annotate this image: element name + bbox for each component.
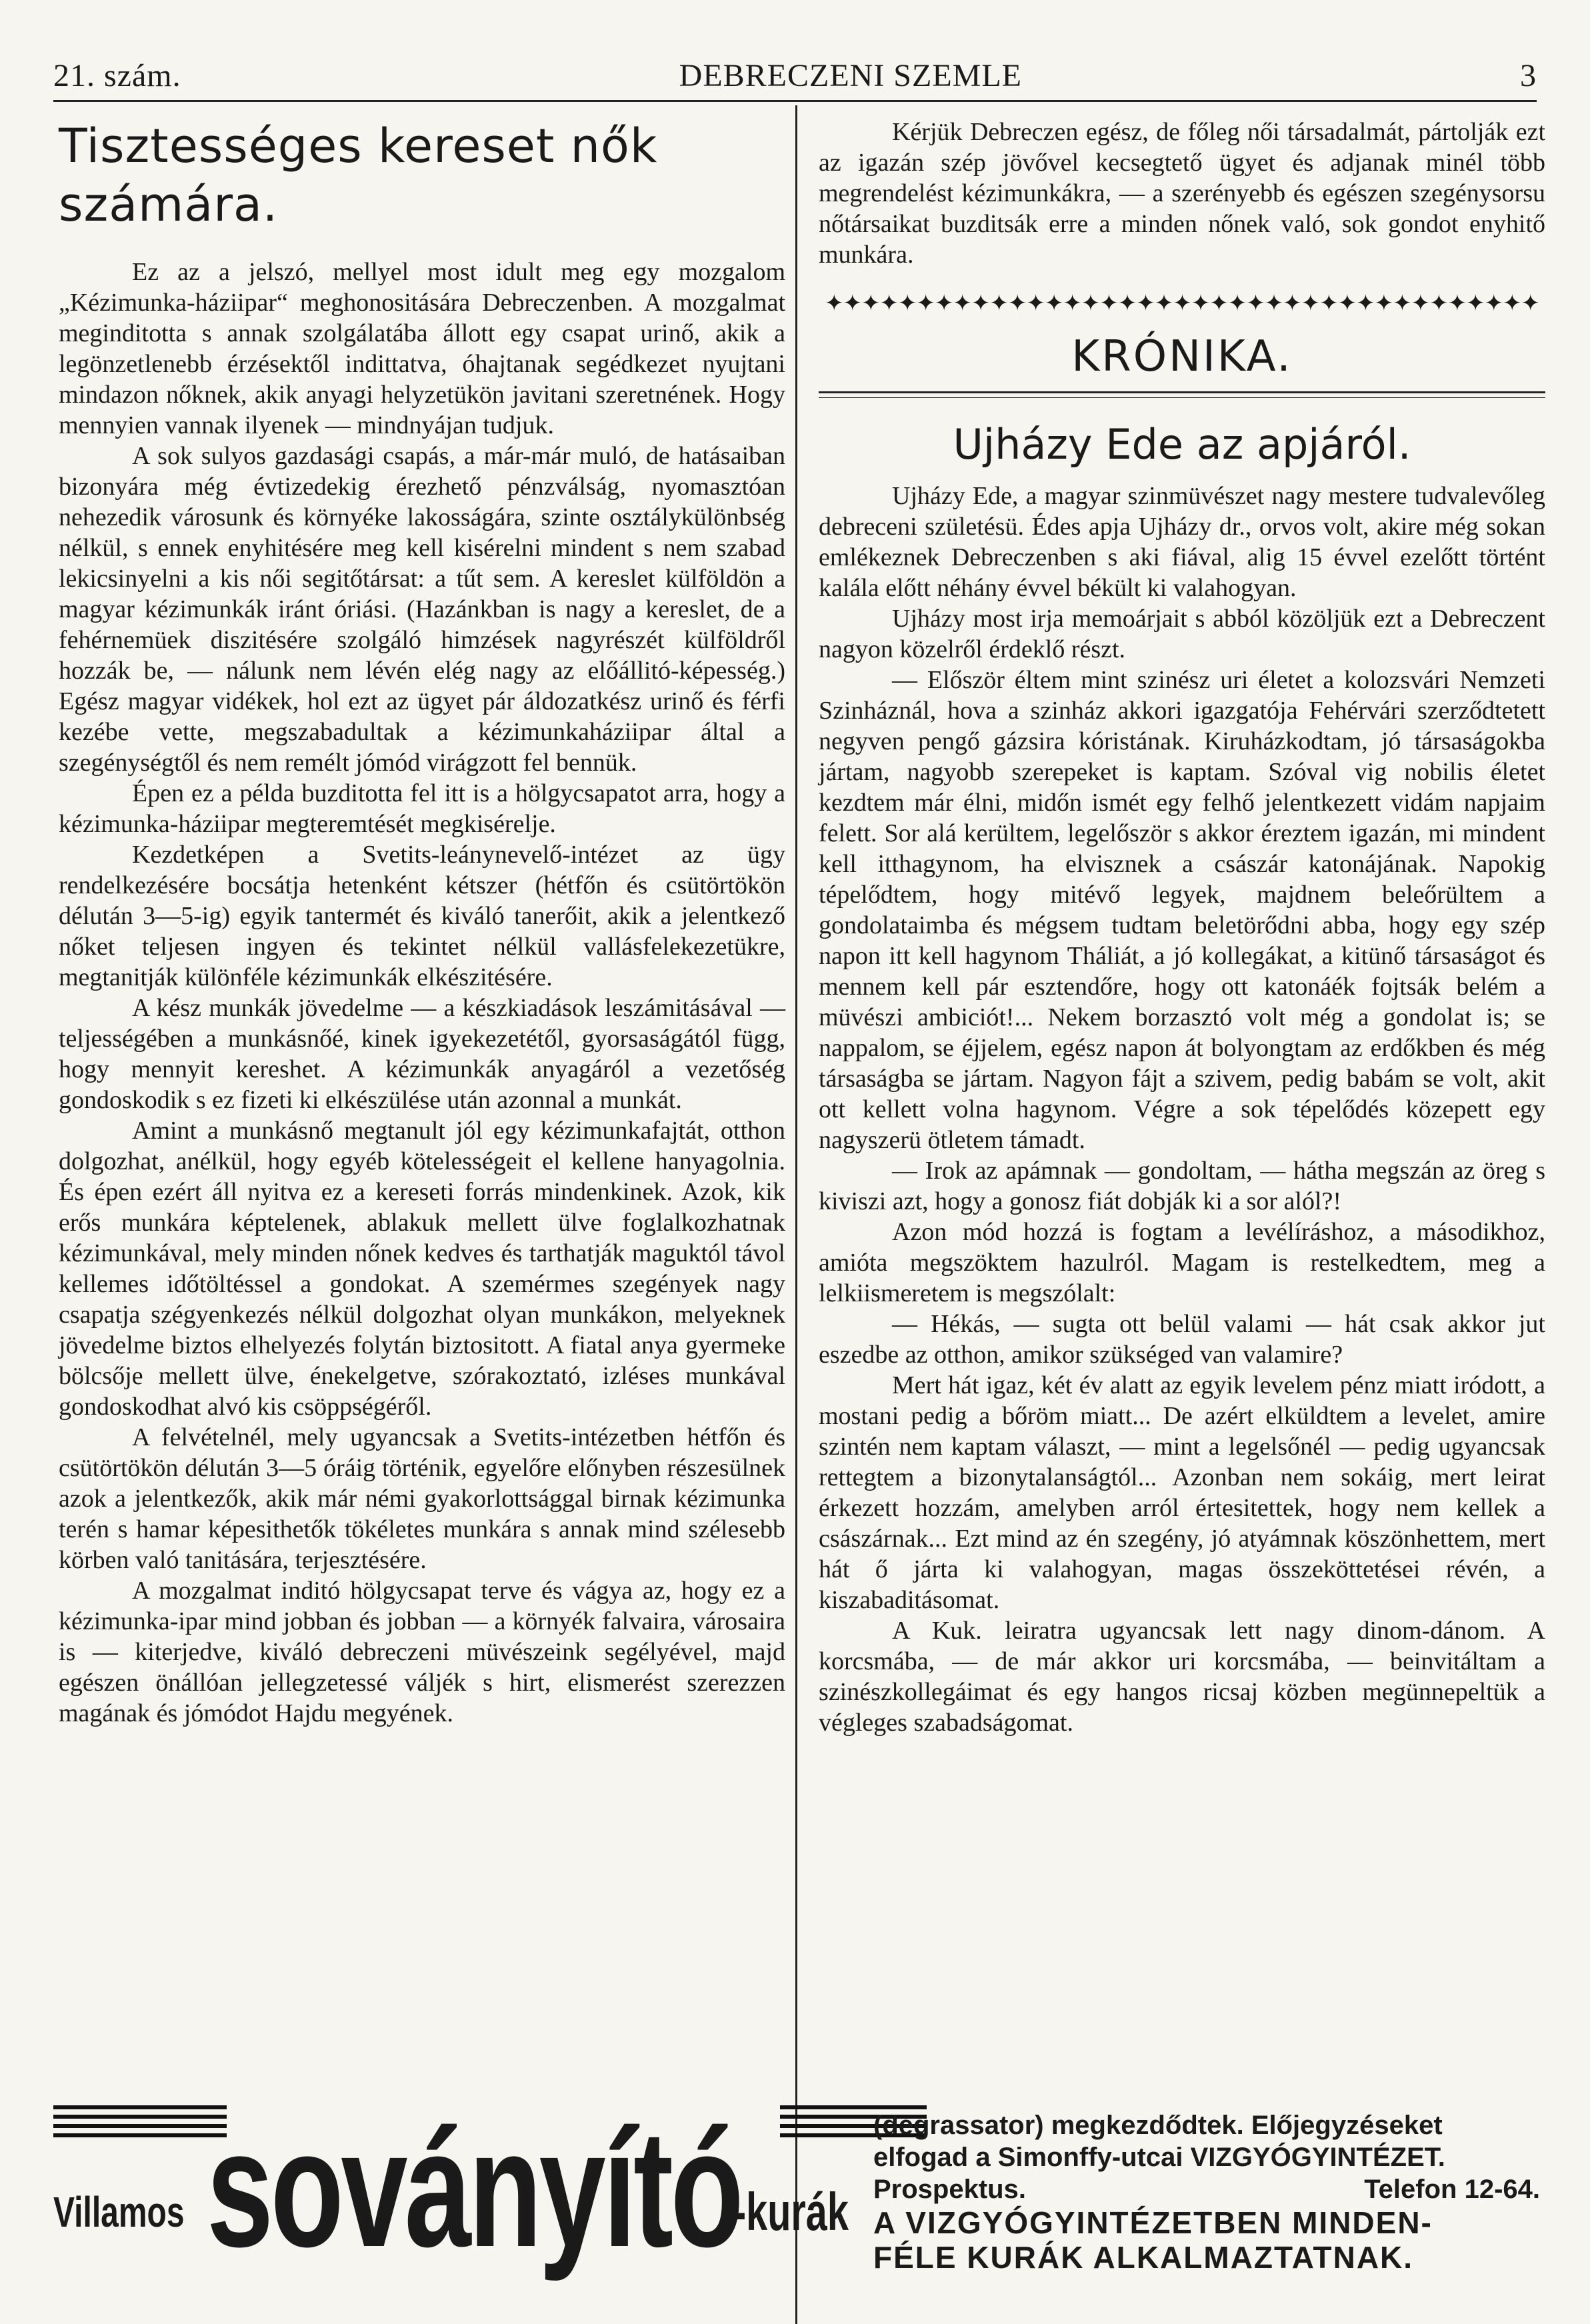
article-paragraph: A sok sulyos gazdasági csapás, a már-már muló, de hatásaiban bizonyára még évtizedekig érezhető pénzválság, nyomasztóan nehezedik városunk és környéke lakosságára, szinte osztálykülönbség nélkül, s ennek enyhitésére meg kell kisérelni mindent s nem szabad lekicsinyelni a kis női segitőtársat: a tűt sem. A kereslet külföldön a magyar kézimunkák iránt óriási. (Hazánkban is nagy a kereslet, de a fehérnemüek diszitésére szolgáló himzések nagyrészét külföldről hozzák be, — nálunk nem lévén elég nagy az előállitó-képesség.) Egész magyar vidékek, hol ezt az ügyet pár áldozatkész urinő és férfi kezébe vette, megszabadultak a kézimunkaháziipar által a szegénységtől és nem remélt jómód virágzott fel bennük. — [59, 442, 785, 777]
chronicle-paragraph: Azon mód hozzá is fogtam a levélíráshoz, a másodikhoz, amióta megszöktem hazulról. Magam is restelkedtem, meg a lelkiismeretem is megszólalt: — [819, 1218, 1545, 1307]
chronicle-paragraph: A Kuk. leiratra ugyancsak lett nagy dinom-dánom. A korcsmába, — de már akkor uri korcsmába, — beinvitáltam a szinészkollegáimat és egy hangos ricsaj közben megünnepeltük a végleges szabadságomat. — [819, 1617, 1545, 1737]
ad-villamos: Villamos — [53, 2188, 185, 2236]
ad-stripes — [53, 2105, 227, 2145]
page-number: 3 — [1519, 57, 1537, 93]
right-column — [819, 117, 1545, 1738]
chronicle-paragraph: — Irok az apámnak — gondoltam, — hátha megszán az öreg s kiviszi azt, hogy a gonosz fiát dobják ki a sor alól?! — [819, 1157, 1545, 1215]
ad-line: A VIZGYÓGYINTÉZETBEN MINDEN- — [873, 2205, 1433, 2240]
ad-contact-row — [873, 2173, 1540, 2205]
page-header — [53, 52, 1537, 99]
article-paragraph: Épen ez a példa buzditotta fel itt is a hölgycsapatot arra, hogy a kézimunka-háziipar megteremtését megkisérelje. — [59, 779, 785, 838]
column-divider — [795, 105, 797, 2324]
chronicle-paragraph: — Hékás, — sugta ott belül valami — hát csak akkor jut eszedbe az otthon, amikor szükséged van valamire? — [819, 1310, 1545, 1369]
ad-line: elfogad a Simonffy-utcai VIZGYÓGYINTÉZET. — [873, 2143, 1445, 2172]
section-rule — [819, 391, 1545, 398]
ad-line: (degrassator) megkezdődtek. Előjegyzéseket — [873, 2111, 1443, 2140]
article-paragraph: A kész munkák jövedelme — a készkiadások leszámitásával — teljességében a munkásnőé, kinek igyekezetétől, gyorsaságától függ, hogy mennyit kereshet. A kézimunkák anyagáról a vezetőség gondoskodik s ez fizeti ki elkészülése után azonnal a munkát. — [59, 994, 785, 1114]
article-paragraph: A mozgalmat inditó hölgycsapat terve és vágya az, hogy ez a kézimunka-ipar mind jobban és jobban — a környék falvaira, városaira is — kiterjedve, kiváló debreczeni müvészeink segélyével, majd egészen önállóan jellegzetessé váljék s hirt, elismerést szerezzen magának és jómódot Hajdu megyének. — [59, 1577, 785, 1727]
article-paragraph: Kérjük Debreczen egész, de főleg női társadalmát, pártolják ezt az igazán szép jövővel kecsegtető ügyet és adjanak minél több megrendelést kézimunkákra, — a szerényebb és egészen szegénysorsu nőtársaikat buzditsák erre a minden nőnek való, sok gondot enyhitő munkára. — [819, 118, 1545, 269]
left-column — [59, 117, 785, 1729]
section-heading: KRÓNIKA. — [1071, 332, 1293, 381]
ornament-divider: ✦✦✦✦✦✦✦✦✦✦✦✦✦✦✦✦✦✦✦✦✦✦✦✦✦✦✦✦✦✦✦✦✦✦✦✦✦✦✦ — [824, 290, 1540, 317]
article-paragraph: Amint a munkásnő megtanult jól egy kézimunkafajtát, otthon dolgozhat, anélkül, hogy egyéb kötelességeit el kellene hanyagolnia. És épen ezért áll nyitva ez a kereseti forrás mindenkinek. Azok, kik erős munkára képtelenek, ablakuk mellett ülve foglalkozhatnak kézimunkával, mely minden nőnek kedves és tarthatják maguktól távol kellemes időtöltéssel a gondokat. A szemérmes szegények nagy csapatja szégyenkezés nélkül dolgozhat olyan munkákon, melyeknek jövedelme biztos elhelyezés folytán biztositott. A fiatal anya gyermeke bölcsője mellett ülve, énekelgetve, szórakoztató, izléses munkával gondoskodhat alvó kis csöppségéről. — [59, 1117, 785, 1421]
article-paragraph: Ez az a jelszó, mellyel most idult meg egy mozgalom „Kézimunka-háziipar“ meghonositására Debreczenben. A mozgalmat meginditotta s annak szolgálatába állott egy csapat urinő, akik a legönzetlenebb érzésektől indittatva, óhajtanak segédkezet nyujtani mindazon nőknek, akik anyagi helyzetükön javitani szeretnének. Hogy mennyien vannak ilyenek — mindnyájan tudjuk. — [59, 258, 785, 439]
chronicle-paragraph: Mert hát igaz, két év alatt az egyik levelem pénz miatt iródott, a mostani pedig a bőröm miatt... De azért elküldtem a levelet, amire szintén nem kaptam választ, — mint a legelsőnél — pedig ugyancsak rettegtem a bizonytalanságtól... Azonban nem sokáig, mert leirat érkezett hozzám, amelyben arról értesitettek, hogy nem kellek a császárnak... Ezt mind az én szegény, jó atyámnak köszönhettem, mert hát ő járta ki valahogyan, magas összeköttetései révén, a kiszabaditásomat. — [819, 1371, 1545, 1614]
article-paragraph: Kezdetképen a Svetits-leánynevelő-intézet az ügy rendelkezésére bocsátja hetenként kétszer (hétfőn és csütörtökön délután 3—5-ig) egyik tantermét és kiváló tanerőit, akik a jelentkező nőket teljesen ingyen és tekintet nélkül vallásfelekezetükre, megtanitják különféle kézimunkák elkészitésére. — [59, 841, 785, 991]
chronicle-paragraph: Ujházy Ede, a magyar szinmüvészet nagy mestere tudvalevőleg debreceni születésü. Édes apja Ujházy dr., orvos volt, akire még sokan emlékeznek Debreczenben s aki fiával, alig 15 évvel ezelőtt történt kalála előtt néhány évvel békült ki valahogyan. — [819, 482, 1545, 602]
chronicle-paragraph: — Először éltem mint szinész uri életet a kolozsvári Nemzeti Szinháznál, hova a szinház akkori igazgatója Fehérvári szerződtetett negyven pengő gázsira kóristának. Kiruházkodtam, jó társaságokba jártam, nagyobb szerepeket is kaptam. Szóval vig nobilis életet kezdtem már élni, midőn ismét egy felhő jelentkezett vidám napjaim felett. Sor alá kerültem, legelőször s akkor éreztem igazán, mi mindent kell itthagynom, ha elvisznek a császár katonájának. Napokig tépelődtem, hogy mitévő legyek, majdnem beleőrültem a gondolataimba és mégsem tudtam beletörődni abba, hogy egy szép napon itt kell hagynom Tháliát, a jó kollegákat, a kitünő társaságot és mennem kell pár esztendőre, hogy ott katonáék fojtsák belém a müvészi ambiciót!... Nekem borzasztó volt még a gondolat is; se nappalom, se éjjelem, egész napon át bolyongtam az erdőkben és még társaságba se jártam. Nagyon fájt a szivem, pedig babám se volt, akit ott kellett volna hagynom. Végre a sok tépelődés közepett egy nagyszerü ötletem támadt. — [819, 666, 1545, 1154]
chronicle-paragraph: Ujházy most irja memoárjait s abból közöljük ezt a Debreczent nagyon közelről érdeklő részt. — [819, 605, 1545, 663]
ad-kurak: -kurák — [733, 2182, 849, 2241]
article-paragraph: A felvételnél, mely ugyancsak a Svetits-intézetben hétfőn és csütörtökön délután 3—5 óráig történik, egyelőre előnyben részesülnek azok a jelentkezők, akik már némi gyakorlottsággal birnak kézimunka terén s hamar képesithetők tökéletes munkára s annak mind szélesebb körben való tanitására, terjesztésére. — [59, 1423, 785, 1574]
ad-phone: Telefon 12-64. — [1364, 2175, 1540, 2204]
ad-prospectus: Prospektus. — [873, 2175, 1026, 2204]
chronicle-title: Ujházy Ede az apjáról. — [953, 420, 1411, 469]
newspaper-title: DEBRECZENI SZEMLE — [679, 57, 1022, 93]
article-title: Tisztességes kereset nők számára. — [59, 119, 658, 232]
ad-headline: soványító — [207, 2095, 741, 2281]
header-rule — [53, 100, 1537, 102]
ad-details — [873, 2109, 1540, 2275]
ad-line: FÉLE KURÁK ALKALMAZTATNAK. — [873, 2240, 1414, 2275]
advertisement — [53, 2095, 1540, 2281]
issue-number: 21. szám. — [53, 57, 181, 93]
